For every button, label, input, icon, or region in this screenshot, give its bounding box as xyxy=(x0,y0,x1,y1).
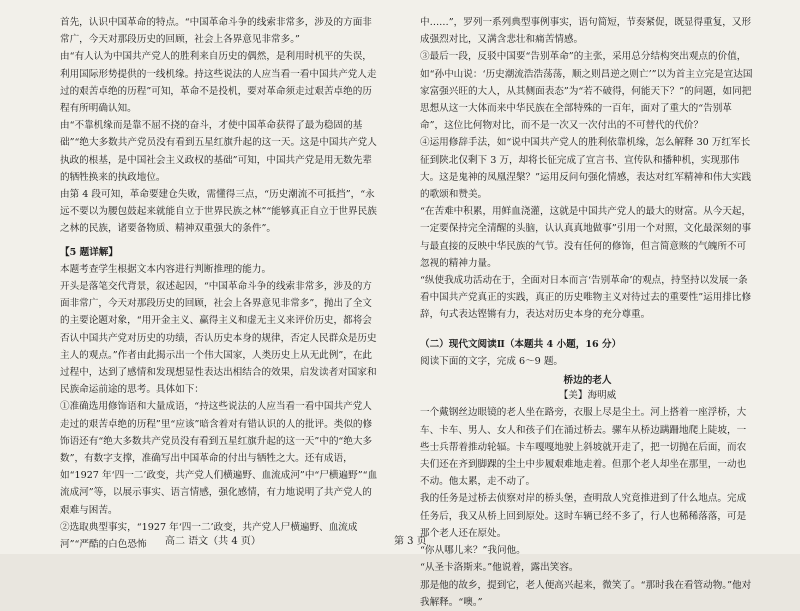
paragraph: 由第 4 段可知，革命要建仓失败，需懂得三点，“历史潮流不可抵挡”，“永远不要以为腰包鼓起来就能自立于世界民族之林”“能够真正自立于世界民族之林的民族，诸要备物质、精神双重强大的条件”。 xyxy=(60,189,377,235)
paragraph: ③最后一段，反驳中国要“告别革命”的主张，采用总分结构突出观点的价值，如“孙中山说：‘历史潮流浩浩荡荡，顺之则昌逆之则亡’”以为首主立完是宣达国家富强兴旺的大人，从其侧面表态”为“若不破得，何能天下？”的问题，如同把思想从这一大体而来中华民族在全部特殊的一百年，面对了重大的“告别革命”，这位比何物对比，而不是一次又一次付出的不可替代的代价？ xyxy=(420,51,753,132)
paragraph: 一个戴钢丝边眼镜的老人坐在路旁，衣服上尽是尘土。河上搭着一座浮桥，大车、卡车、男人、女人和孩子们在涌过桥去。骡车从桥边蹒跚地爬上陡坡，一些士兵帮着推动轮辐。卡车嘎嘎地驶上斜坡就开走了，把一切抛在后面，而农夫们还在齐到脚踝的尘土中步履艰难地走着。但那个老人却坐在那里，一动也不动。他太累，走不动了。 xyxy=(420,407,747,488)
paragraph: ②选取典型事实，“1927 年‘四一二’政变，共产党人尸横遍野、血流成河”“严酷的白色恐怖 xyxy=(60,521,358,551)
paragraph: 我的任务是过桥去侦察对岸的桥头堡，查明敌人究竟推进到了什么地点。完成任务后，我又从桥上回到原处。这时车辆已经不多了，行人也稀稀落落，可是那个老人还在原处。 xyxy=(420,493,747,539)
spacer xyxy=(420,324,755,330)
paragraph: “纵使我成功活动在于，全面对日本而言‘告别革命’的观点，持坚持以发展一条看中国共产党真正的实践，真正的历史唯物主义对待过去的重要性”运用排比修辞，句式表达铿锵有力，表达对历史本身的充分尊重。 xyxy=(420,275,752,321)
paragraph: 本题考查学生根据文本内容进行判断推理的能力。 xyxy=(60,263,272,275)
paragraph: 由“有人认为中国共产党人的胜利来自历史的偶然，是利用时机平的失误，利用国际形势提供的一线机缘。持这些说法的人应当看一看中国共产党人走过的艰苦卓绝的历程”可知，革命不是投机，要对革命须走过艰苦卓绝的历程有所明确认知。 xyxy=(60,51,377,115)
paragraph: “你从哪儿来？”我问他。 xyxy=(420,545,526,557)
right-column xyxy=(420,14,755,611)
section-heading: （二）现代文阅读Ⅱ（本题共 4 小题，16 分） xyxy=(420,338,622,350)
story-title: 桥边的老人 xyxy=(563,375,612,387)
paragraph: ①准确选用修饰语和大量成语，“持这些说法的人应当看一看中国共产党人走过的艰苦卓绝的历程”里“应该”暗含着对有错认识的人的批评。类似的修饰语还有“绝大多数共产党员没有看到五星红旗升起的这一天”中的“绝大多数”，有数字支撑，准确写出中国革命的付出与牺牲之大。还有成语，如“1927 年‘四一二’政变，共产党人们横遍野、血流成河”中“尸横遍野”“血流成河”等，以展示事实、语言情感，强化感情，有力地说明了共产党人的艰难与困苦。 xyxy=(60,401,378,516)
paragraph: 由“不靠机缘而是靠不屈不挠的奋斗，才使中国革命获得了最为稳固的基础”“绝大多数共产党员没有看到五星红旗升起的这一天。这是中国共产党人执政的根基，是中国社会主义政权的基础”可知，中国共产党是用无数先辈的牺牲换来的执政地位。 xyxy=(60,120,377,183)
story-author: 【美】海明威 xyxy=(558,390,617,402)
footer-right: 第 3 页 xyxy=(394,536,427,547)
paragraph: 开头是落笔交代背景，叙述起因，“中国革命斗争的线索非常多，涉及的方面非常广，今天对那段历史的回顾，社会上各界意见非常多”，抛出了全文的主要论题对象，“用开金主义、赢得主义和虚无主义来评价历史，都将会否认中国共产党对历史的功绩，否认历史本身的规律，否定人民群众是历史主人的观点。”作者由此揭示出一个伟大国家，人类历史上从无此例”，在此过程中，达到了感情和发现想显性表达出相结合的效果，启发读者对国家和民族命运前途的思考。具体如下： xyxy=(60,281,377,396)
paragraph: 中……”，罗列一系列典型事例事实，语句简短，节奏紧促，既显得重复，又形成强烈对比，又满含悲壮和痛苦情感。 xyxy=(420,17,752,46)
paragraph: “在苦难中积累，用鲜血浇灌，这就是中国共产党人的最大的财富。从今天起，一定要保持完全清醒的头脑，认认真真地做事”引用一个对照，文化最深刻的事与最直接的反映中华民族的气节。没有任何的修饰，但言简意赅的气魄所不可忽视的精神力量。 xyxy=(420,206,752,269)
paragraph: ④运用修辞手法，如“说中国共产党人的胜利依靠机缘，怎么解释 30 万红军长征到陕北仅剩下 3 万，却将长征完成了宣言书、宣传队和播种机，实现那伟大。这是鬼神的凤凰涅槃？”运用反问句强化情感，表达对红军精神和伟大实践的歌颂和赞美。 xyxy=(420,137,752,201)
paragraph: 首先，认识中国革命的特点。“中国革命斗争的线索非常多，涉及的方面非常广，今天对那段历史的回顾，社会上各界意见非常多。” xyxy=(60,17,372,46)
paragraph: 那是他的故乡，提到它，老人便高兴起来，微笑了。“那时我在看管动物。”他对我解释。“噢。” xyxy=(420,579,752,608)
footer-left: 高二 语文（共 4 页） xyxy=(165,536,261,547)
section-heading: 【5 题详解】 xyxy=(60,246,118,258)
paragraph: “从圣卡洛斯来。”他说着，露出笑容。 xyxy=(420,562,579,574)
left-column xyxy=(60,14,380,553)
instruction: 阅读下面的文字，完成 6～9 题。 xyxy=(420,355,564,367)
